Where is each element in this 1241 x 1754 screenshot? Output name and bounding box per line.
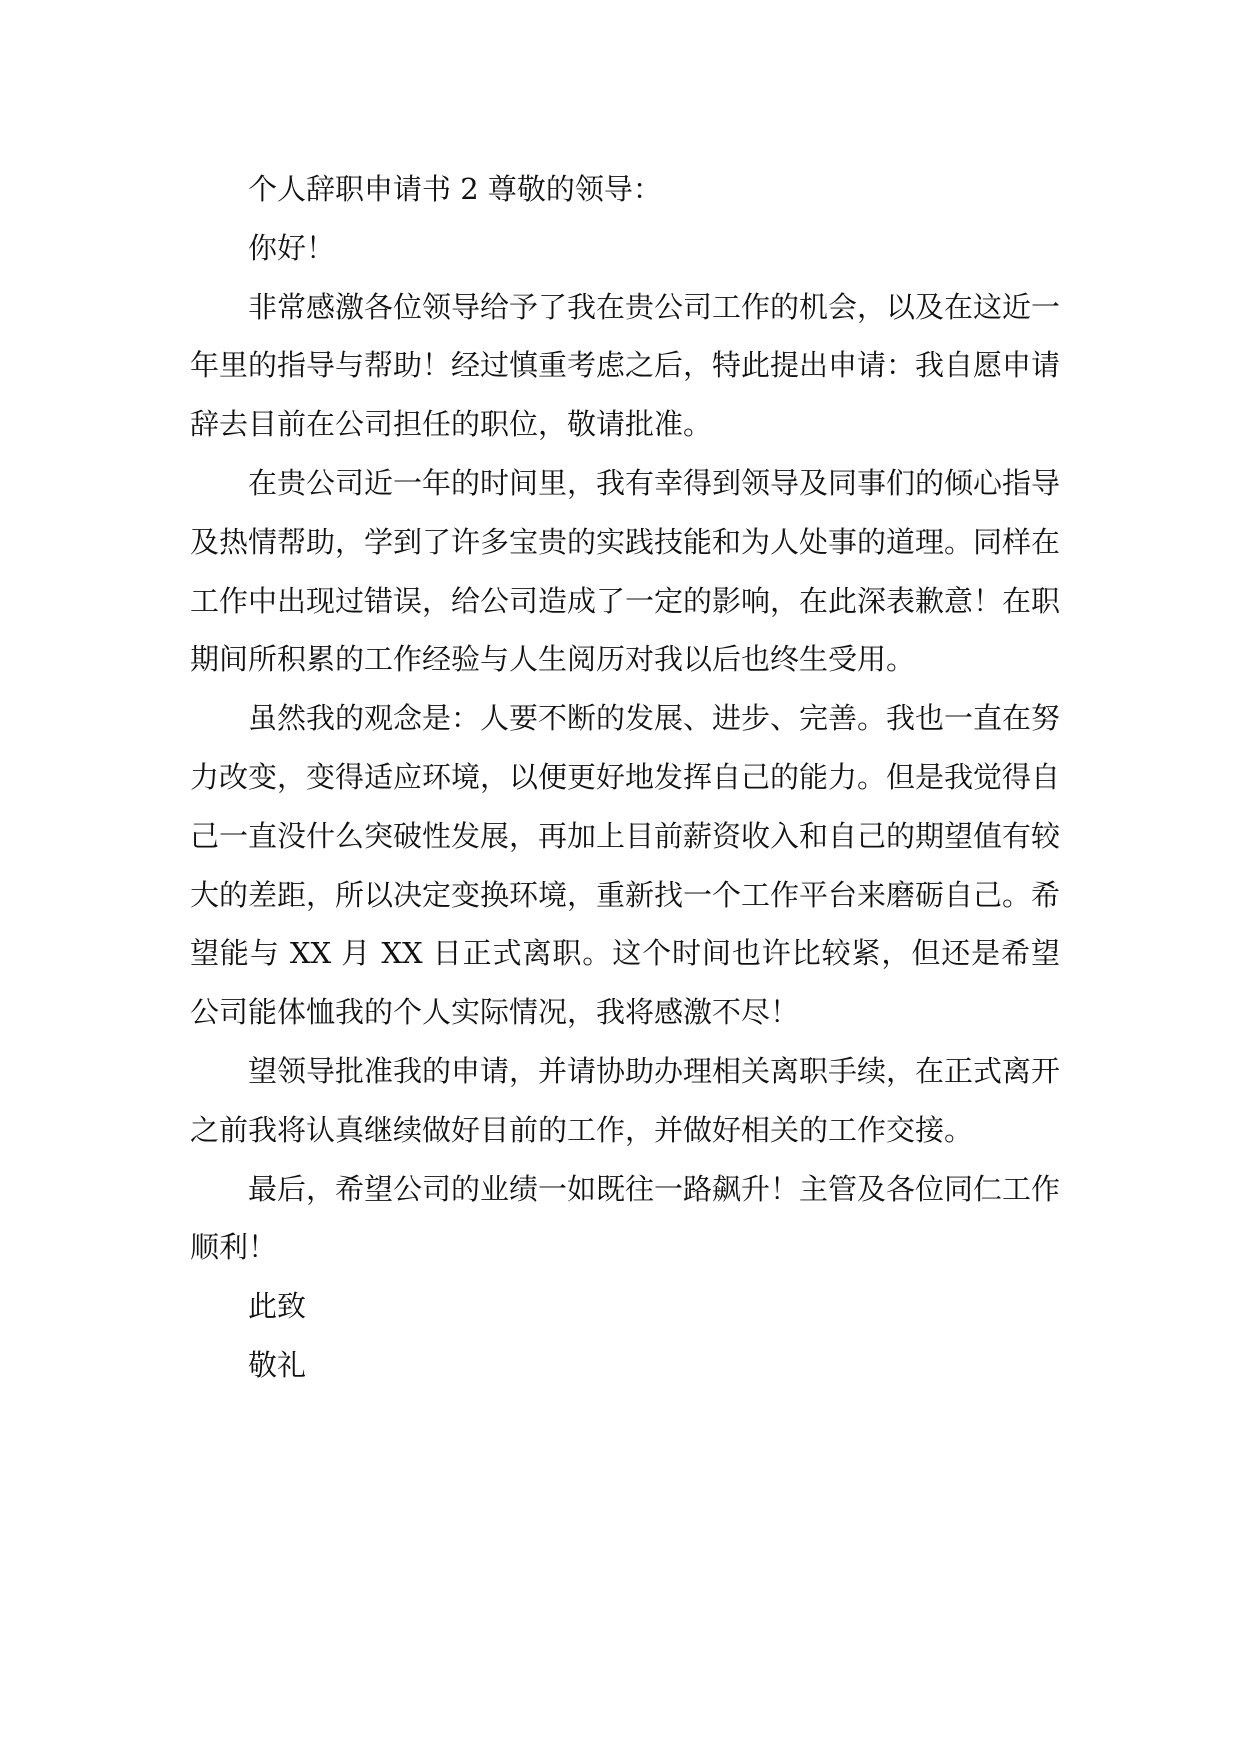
letter-paragraph-gratitude: 非常感激各位领导给予了我在贵公司工作的机会，以及在这近一年里的指导与帮助！经过慎重考虑之后，特此提出申请：我自愿申请辞去目前在公司担任的职位，敬请批准。 xyxy=(190,289,1061,442)
letter-paragraph-reason: 虽然我的观念是：人要不断的发展、进步、完善。我也一直在努力改变，变得适应环境，以便更好地发挥自己的能力。但是我觉得自己一直没什么突破性发展，再加上目前薪资收入和自己的期望值有较大的差距，所以决定变换环境，重新找一个工作平台来磨砺自己。希望能与 XX 月 XX 日正式离职。这个时间也许比较紧，但还是希望公司能体恤我的个人实际情况，我将感激不尽！ xyxy=(190,701,1061,1030)
letter-paragraph-experience: 在贵公司近一年的时间里，我有幸得到领导及同事们的倾心指导及热情帮助，学到了许多宝贵的实践技能和为人处事的道理。同样在工作中出现过错误，给公司造成了一定的影响，在此深表歉意！在职期间所积累的工作经验与人生阅历对我以后也终生受用。 xyxy=(190,465,1061,677)
letter-greeting: 你好！ xyxy=(248,230,336,265)
letter-closing-jingli: 敬礼 xyxy=(248,1347,307,1382)
letter-body xyxy=(190,160,1060,1395)
letter-title-salutation: 个人辞职申请书 2 尊敬的领导： xyxy=(248,172,662,206)
letter-closing-cizhi: 此致 xyxy=(248,1289,307,1324)
letter-paragraph-closing-wishes: 最后，希望公司的业绩一如既往一路飙升！主管及各位同仁工作顺利！ xyxy=(190,1171,1061,1265)
letter-paragraph-request: 望领导批准我的申请，并请协助办理相关离职手续，在正式离开之前我将认真继续做好目前的工作，并做好相关的工作交接。 xyxy=(190,1053,1061,1147)
